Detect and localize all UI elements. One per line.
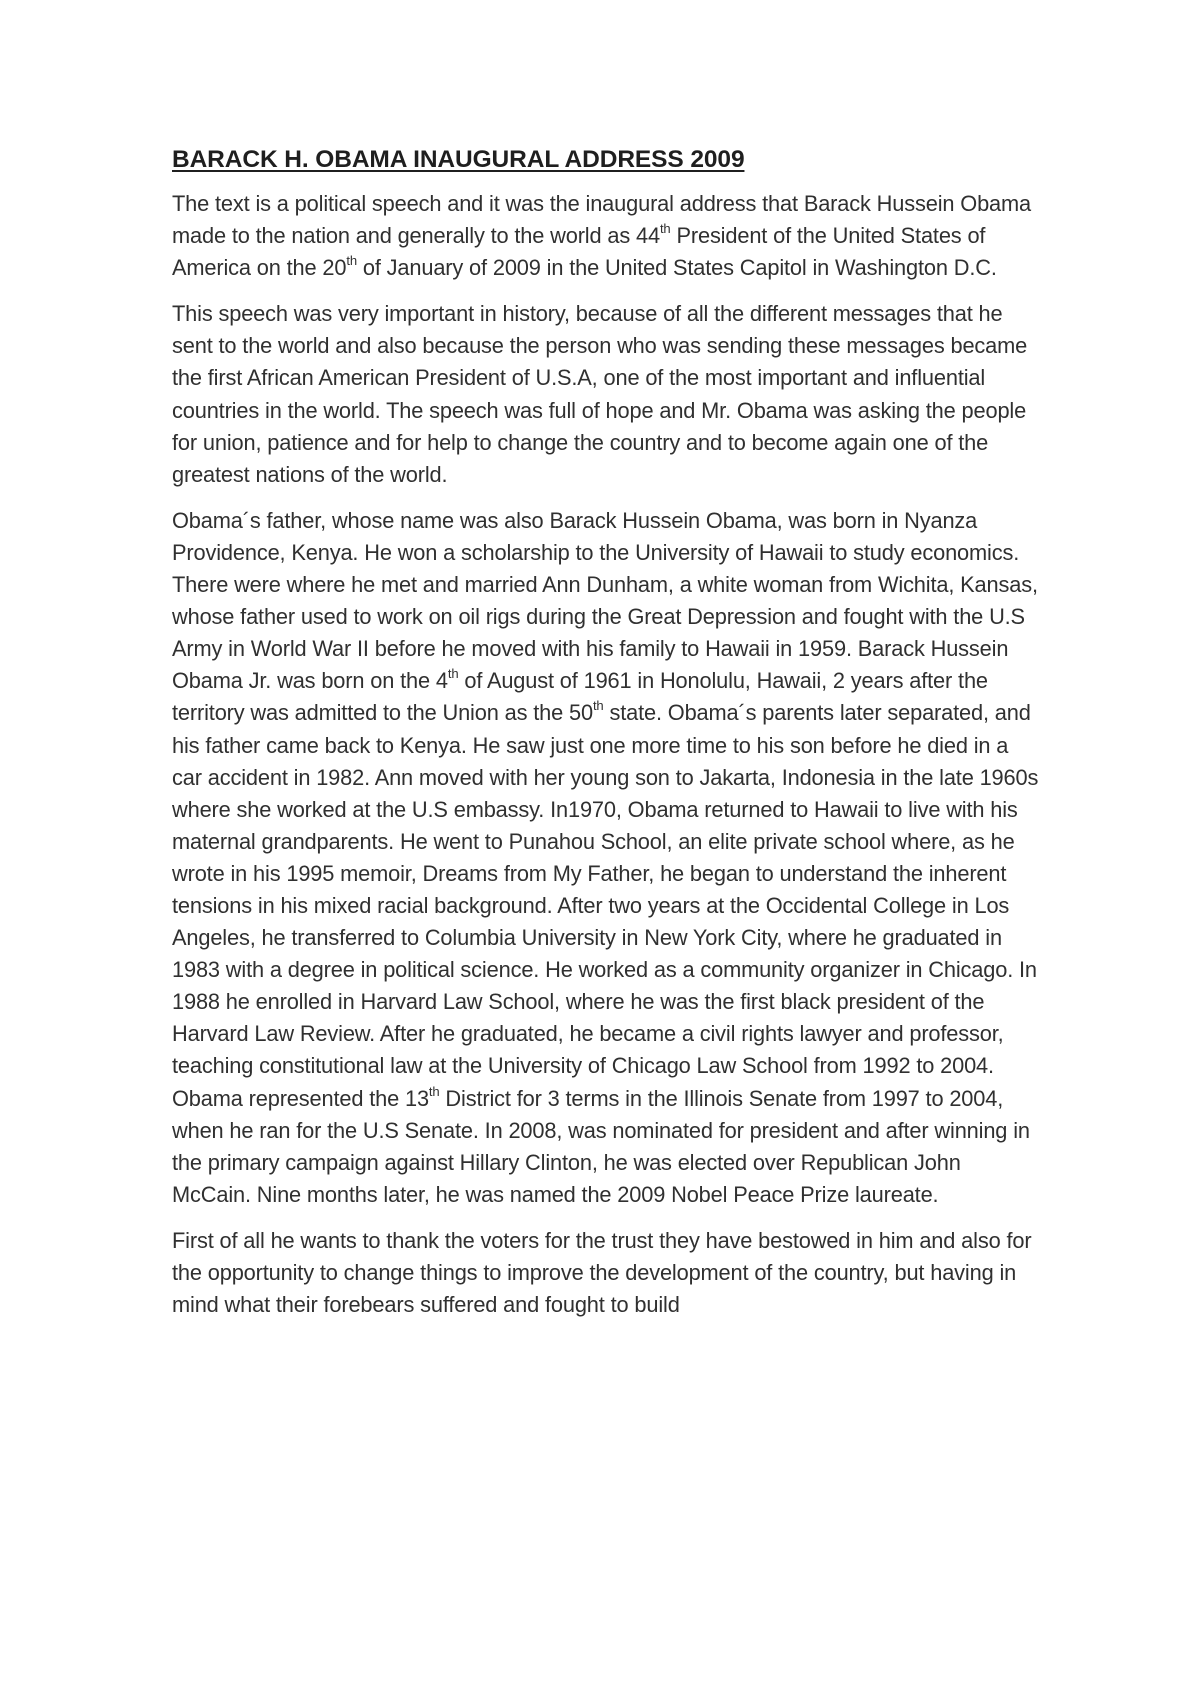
paragraph-3 <box>172 505 1042 1211</box>
ordinal-superscript: th <box>659 221 671 237</box>
paragraph-text: This speech was very important in history, because of all the different messages that he sent to the world and also because the person who was sending these messages became the first African American President of U.S.A, one of the most important and influential countries in the world. The speech was full of hope and Mr. Obama was asking the people for union, patience and for help to change the country and to become again one of the greatest nations of the world. <box>172 301 1028 487</box>
ordinal-superscript: th <box>592 698 604 714</box>
paragraph-text: President of the United States of America on the 20 <box>172 223 986 281</box>
paragraph-text: of January of 2009 in the United States Capitol in Washington D.C. <box>356 255 997 281</box>
paragraph-text: of August of 1961 in Honolulu, Hawaii, 2 years after the territory was admitted to the Union as the 50 <box>172 668 988 726</box>
paragraph-text: Obama´s father, whose name was also Barack Hussein Obama, was born in Nyanza Providence, Kenya. He won a scholarship to the University of Hawaii to study economics. There were where he met and married Ann Dunham, a white woman from Wichita, Kansas, whose father used to work on oil rigs during the Great Depression and fought with the U.S Army in World War II before he moved with his family to Hawaii in 1959. Barack Hussein Obama Jr. was born on the 4 <box>172 507 1038 694</box>
paragraph-2 <box>172 298 1042 491</box>
paragraph-text: The text is a political speech and it was the inaugural address that Barack Hussein Obama made to the nation and generally to the world as 44 <box>172 191 1031 249</box>
paragraph-text: First of all he wants to thank the voters for the trust they have bestowed in him and also for the opportunity to change things to improve the development of the country, but having in mind what their forebears suffered and fought to build <box>172 1227 1032 1318</box>
paragraph-text: District for 3 terms in the Illinois Senate from 1997 to 2004, when he ran for the U.S Senate. In 2008, was nominated for president and after winning in the primary campaign against Hillary Clinton, he was elected over Republican John McCain. Nine months later, he was named the 2009 Nobel Peace Prize laureate. <box>172 1085 1030 1207</box>
paragraph-1 <box>172 188 1042 284</box>
ordinal-superscript: th <box>447 666 459 682</box>
document-title: BARACK H. OBAMA INAUGURAL ADDRESS 2009 <box>172 146 745 173</box>
ordinal-superscript: th <box>428 1083 440 1099</box>
ordinal-superscript: th <box>346 253 357 269</box>
document-body <box>172 142 1042 1335</box>
paragraph-text: state. Obama´s parents later separated, and his father came back to Kenya. He saw just one more time to his son before he died in a car accident in 1982. Ann moved with her young son to Jakarta, Indonesia in the late 1960s where she worked at the U.S embassy. In1970, Obama returned to Hawaii to live with his maternal grandparents. He went to Punahou School, an elite private school where, as he wrote in his 1995 memoir, Dreams from My Father, he began to understand the inherent tensions in his mixed racial background. After two years at the Occidental College in Los Angeles, he transferred to Columbia University in New York City, where he graduated in 1983 with a degree in political science. He worked as a community organizer in Chicago. In 1988 he enrolled in Harvard Law School, where he was the first black president of the Harvard Law Review. After he graduated, he became a civil rights lawyer and professor, teaching constitutional law at the University of Chicago Law School from 1992 to 2004. Obama represented the 13 <box>172 700 1039 1111</box>
paragraph-4 <box>172 1225 1042 1321</box>
